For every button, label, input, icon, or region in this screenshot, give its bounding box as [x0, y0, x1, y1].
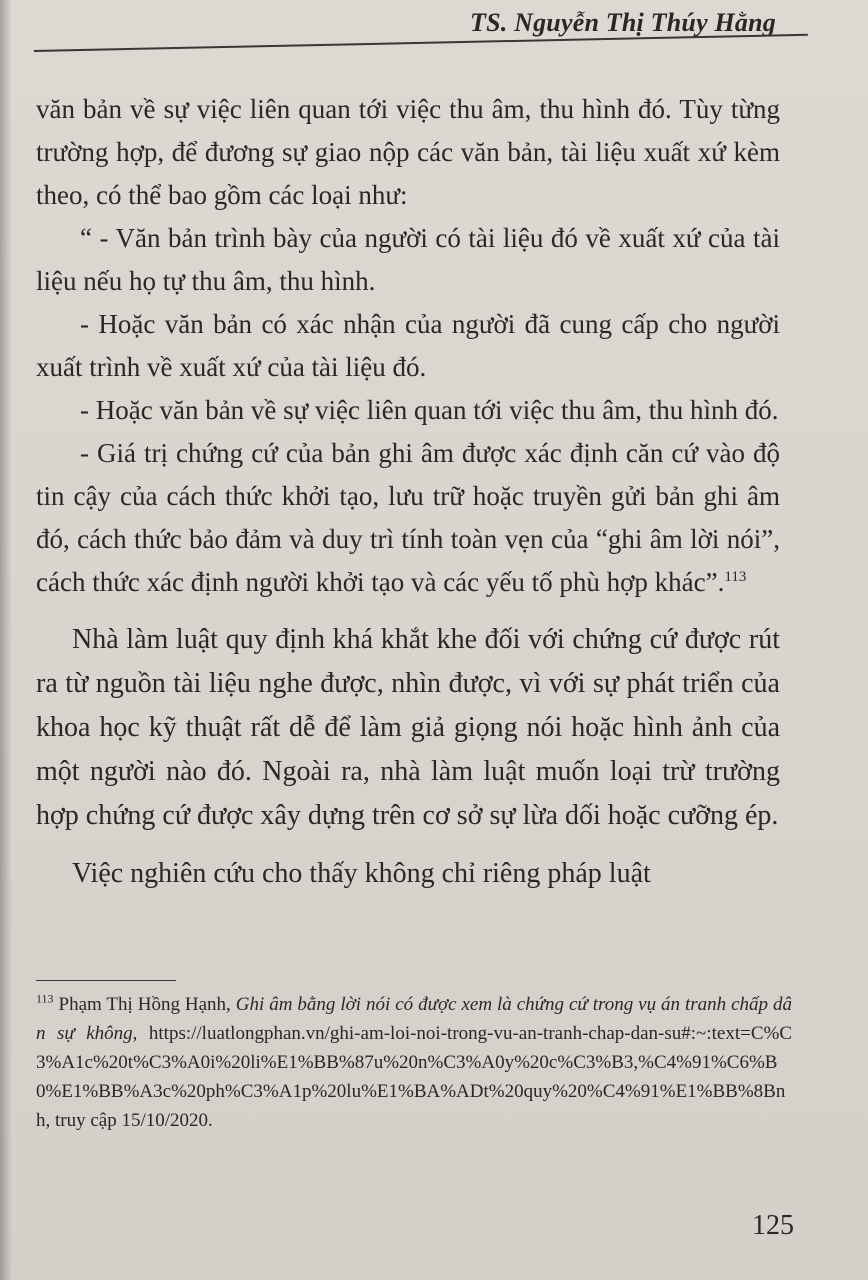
running-header-author: TS. Nguyễn Thị Thúy Hằng [469, 8, 776, 37]
footnote-number: 113 [36, 991, 54, 1006]
quote-item-3: - Hoặc văn bản về sự việc liên quan tới việc thu âm, thu hình đó. [80, 395, 779, 425]
main-text [36, 88, 780, 896]
page-number: 125 [752, 1210, 794, 1241]
quote-item-4-text: - Giá trị chứng cứ của bản ghi âm được xác định căn cứ vào độ tin cậy của cách thức khởi tạo, lưu trữ hoặc truyền gửi bản ghi âm đó, cách thức bảo đảm và duy trì tính toàn vẹn của “ghi âm lời nói”, cách thức xác định người khởi tạo và các yếu tố phù hợp khác”. [36, 438, 780, 597]
footnote-separator [36, 980, 176, 981]
body-paragraph-2: Việc nghiên cứu cho thấy không chỉ riêng pháp luật [72, 858, 651, 889]
body-paragraph-1: Nhà làm luật quy định khá khắt khe đối với chứng cứ được rút ra từ nguồn tài liệu nghe được, nhìn được, vì với sự phát triển của khoa học kỹ thuật rất dễ để làm giả giọng nói hoặc hình ảnh của một người nào đó. Ngoài ra, nhà làm luật muốn loại trừ trường hợp chứng cứ được xây dựng trên cơ sở sự lừa dối hoặc cưỡng ép. [36, 624, 780, 831]
footnote-title: Ghi âm bằng lời nói có được xem là chứng cứ trong vụ án tranh chấp dân sự không [36, 994, 792, 1044]
header-rule [34, 34, 808, 52]
footnote-url[interactable]: , https://luatlongphan.vn/ghi-am-loi-noi-trong-vu-an-tranh-chap-dan-su#:~:text=C%C3%A1c%20t%C3%A0i%20li%E1%BB%87u%20n%C3%A0y%20c%C3%B3,%C4%91%C6%B0%E1%BB%A3c%20ph%C3%A1p%20lu%E1%BA%ADt%20quy%20%C4%91%E1%BB%8Bnh, [36, 1023, 792, 1131]
quote-item-4 [36, 432, 780, 604]
page-gutter-shadow [0, 0, 12, 1280]
quote-item-2: - Hoặc văn bản có xác nhận của người đã cung cấp cho người xuất trình về xuất xứ của tài liệu đó. [36, 309, 780, 382]
footnote-ref-113[interactable]: 113 [724, 569, 747, 585]
footnote-author: Phạm Thị Hồng Hạnh, [58, 994, 231, 1015]
body-paragraph-continued: văn bản về sự việc liên quan tới việc thu âm, thu hình đó. Tùy từng trường hợp, để đương sự giao nộp các văn bản, tài liệu xuất xứ kèm theo, có thể bao gồm các loại như: [36, 94, 780, 210]
quote-item-1: “ - Văn bản trình bày của người có tài liệu đó về xuất xứ của tài liệu nếu họ tự thu âm, thu hình. [36, 223, 780, 296]
footnote-access-date: truy cập 15/10/2020. [50, 1110, 213, 1131]
footnote-113 [36, 990, 792, 1135]
